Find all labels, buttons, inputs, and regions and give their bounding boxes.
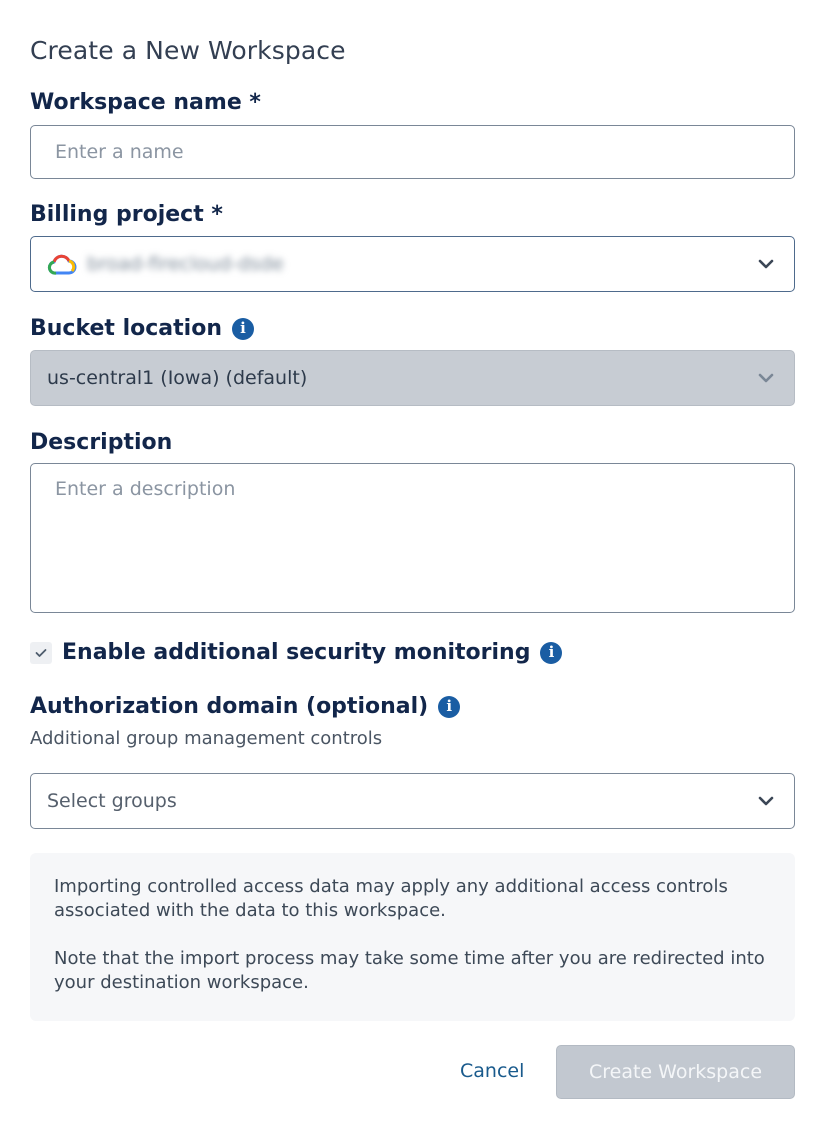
controlled-access-notice — [30, 853, 795, 1021]
bucket-location-label-text: Bucket location — [30, 316, 222, 341]
notice-paragraph: Importing controlled access data may apply any additional access controls associated with the data to this workspace. — [54, 876, 728, 921]
authorization-domain-helper: Additional group management controls — [30, 728, 383, 749]
billing-project-label — [30, 202, 223, 227]
chevron-down-icon[interactable] — [756, 254, 776, 274]
security-monitoring-checkbox[interactable] — [30, 642, 52, 664]
chevron-down-icon — [756, 368, 776, 388]
billing-project-select[interactable] — [30, 236, 795, 292]
notice-paragraph: Note that the import process may take some time after you are redirected into your destination workspace. — [54, 948, 765, 993]
workspace-name-input[interactable] — [30, 125, 795, 179]
info-icon[interactable]: i — [540, 642, 562, 664]
check-icon — [35, 648, 47, 658]
description-textarea[interactable] — [30, 463, 795, 613]
bucket-location-select — [30, 350, 795, 406]
description-label — [30, 430, 172, 455]
workspace-name-label — [30, 90, 261, 115]
info-icon[interactable]: i — [232, 318, 254, 340]
billing-project-value: broad-firecloud-dsde — [87, 253, 284, 275]
select-groups-placeholder: Select groups — [47, 790, 177, 812]
bucket-location-value: us-central1 (Iowa) (default) — [47, 367, 308, 389]
google-cloud-icon — [47, 253, 77, 275]
chevron-down-icon[interactable] — [756, 791, 776, 811]
authorization-domain-label-text: Authorization domain (optional) — [30, 694, 429, 719]
info-icon[interactable]: i — [438, 696, 460, 718]
description-placeholder: Enter a description — [55, 478, 236, 500]
security-monitoring-label[interactable]: Enable additional security monitoring — [62, 640, 531, 665]
bucket-location-label — [30, 316, 254, 341]
create-workspace-button[interactable]: Create Workspace — [556, 1045, 795, 1099]
dialog-title: Create a New Workspace — [30, 36, 346, 65]
billing-project-label-text: Billing project * — [30, 202, 223, 227]
workspace-name-placeholder: Enter a name — [55, 141, 184, 163]
cancel-button[interactable]: Cancel — [460, 1060, 525, 1082]
authorization-domain-label — [30, 694, 460, 719]
security-monitoring-row — [30, 640, 562, 665]
workspace-name-label-text: Workspace name * — [30, 90, 261, 115]
select-groups-dropdown[interactable] — [30, 773, 795, 829]
description-label-text: Description — [30, 430, 173, 455]
